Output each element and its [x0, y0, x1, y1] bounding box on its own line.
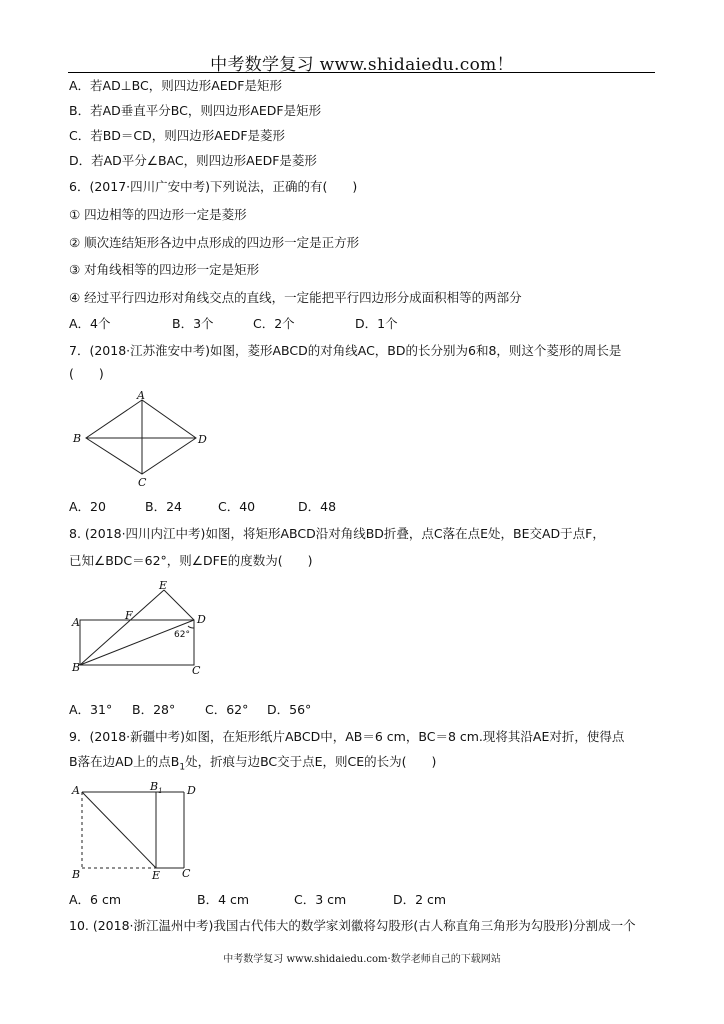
q8-label-f: F	[125, 609, 133, 622]
q9-label-b: B	[72, 868, 81, 881]
q9-option-a: A．6 cm	[69, 892, 122, 907]
q7-rhombus-figure	[66, 388, 216, 490]
q6-option-d: D．1个	[355, 316, 398, 331]
q6-statement-4: ④ 经过平行四边形对角线交点的直线，一定能把平行四边形分成面积相等的两部分	[69, 290, 522, 305]
q8-angle-label: 62°	[174, 630, 190, 640]
q6-statement-1: ① 四边相等的四边形一定是菱形	[69, 207, 247, 222]
header-rule	[68, 72, 655, 73]
q8-label-a: A	[72, 616, 80, 629]
q8-label-e: E	[159, 579, 168, 592]
q7-label-a: A	[137, 389, 145, 402]
q8-option-a: A．31°	[69, 702, 113, 717]
q5-option-d: D．若AD平分∠BAC，则四边形AEDF是菱形	[69, 153, 317, 168]
q8-stem-line2: 已知∠BDC＝62°，则∠DFE的度数为( )	[69, 553, 313, 568]
q7-option-c: C．40	[218, 499, 256, 514]
q5-option-c: C．若BD＝CD，则四边形AEDF是菱形	[69, 128, 286, 143]
q8-option-b: B．28°	[132, 702, 176, 717]
q6-stem: 6．(2017·四川广安中考)下列说法，正确的有( )	[69, 179, 358, 194]
q9-option-c: C．3 cm	[294, 892, 347, 907]
q7-option-a: A．20	[69, 499, 106, 514]
q9-option-d: D．2 cm	[393, 892, 447, 907]
q9-label-b1: $B_1$	[150, 780, 163, 795]
q7-label-c: C	[138, 476, 147, 489]
q9-label-e: E	[152, 869, 161, 882]
q5-option-a: A．若AD⊥BC，则四边形AEDF是矩形	[69, 78, 282, 93]
q6-option-c: C．2个	[253, 316, 295, 331]
q8-diagonal-bd	[80, 620, 194, 665]
q9-fold-figure	[66, 778, 216, 884]
q7-label-d: D	[198, 433, 207, 446]
q8-angle-arc	[188, 626, 194, 628]
q9-crease-ae	[82, 792, 156, 868]
q5-option-b: B．若AD垂直平分BC，则四边形AEDF是矩形	[69, 103, 322, 118]
q7-option-b: B．24	[145, 499, 182, 514]
page-header-title: 中考数学复习 www.shidaiedu.com！	[210, 55, 514, 75]
q6-option-a: A．4个	[69, 316, 111, 331]
q8-line-ed	[164, 590, 194, 620]
q8-label-d: D	[197, 613, 206, 626]
q8-fold-figure	[66, 578, 216, 680]
q9-label-a: A	[72, 784, 80, 797]
q9-option-b: B．4 cm	[197, 892, 250, 907]
q9-label-c: C	[182, 867, 191, 880]
q7-label-b: B	[73, 432, 82, 445]
q7-rhombus-outline	[86, 400, 196, 474]
q8-line-be	[80, 590, 164, 665]
q7-option-d: D．48	[298, 499, 337, 514]
q8-option-d: D．56°	[267, 702, 312, 717]
q6-statement-2: ② 顺次连结矩形各边中点形成的四边形一定是正方形	[69, 235, 360, 250]
q7-stem-line2: ( )	[69, 366, 104, 381]
q6-statement-3: ③ 对角线相等的四边形一定是矩形	[69, 262, 260, 277]
q10-stem-line1: 10. (2018·浙江温州中考)我国古代伟大的数学家刘徽将勾股形(古人称直角三角形为勾股形)分割成一个	[69, 918, 636, 933]
q6-option-b: B．3个	[172, 316, 214, 331]
q8-label-b: B	[72, 661, 81, 674]
q9-stem-line2: B落在边AD上的点$B_1$处，折痕与边BC交于点E，则CE的长为( )	[69, 754, 437, 773]
q9-stem-line1: 9．(2018·新疆中考)如图，在矩形纸片ABCD中，AB＝6 cm，BC＝8 cm.现将其沿AE对折，使得点	[69, 729, 625, 744]
q8-label-c: C	[192, 664, 201, 677]
q9-label-d: D	[187, 784, 196, 797]
q8-option-c: C．62°	[205, 702, 249, 717]
q8-stem-line1: 8. (2018·四川内江中考)如图，将矩形ABCD沿对角线BD折叠，点C落在点E处，BE交AD于点F，	[69, 526, 605, 541]
page-footer: 中考数学复习 www.shidaiedu.com·数学老师自己的下载网站	[223, 954, 501, 965]
q7-stem-line1: 7．(2018·江苏淮安中考)如图，菱形ABCD的对角线AC，BD的长分别为6和8，则这个菱形的周长是	[69, 343, 622, 358]
